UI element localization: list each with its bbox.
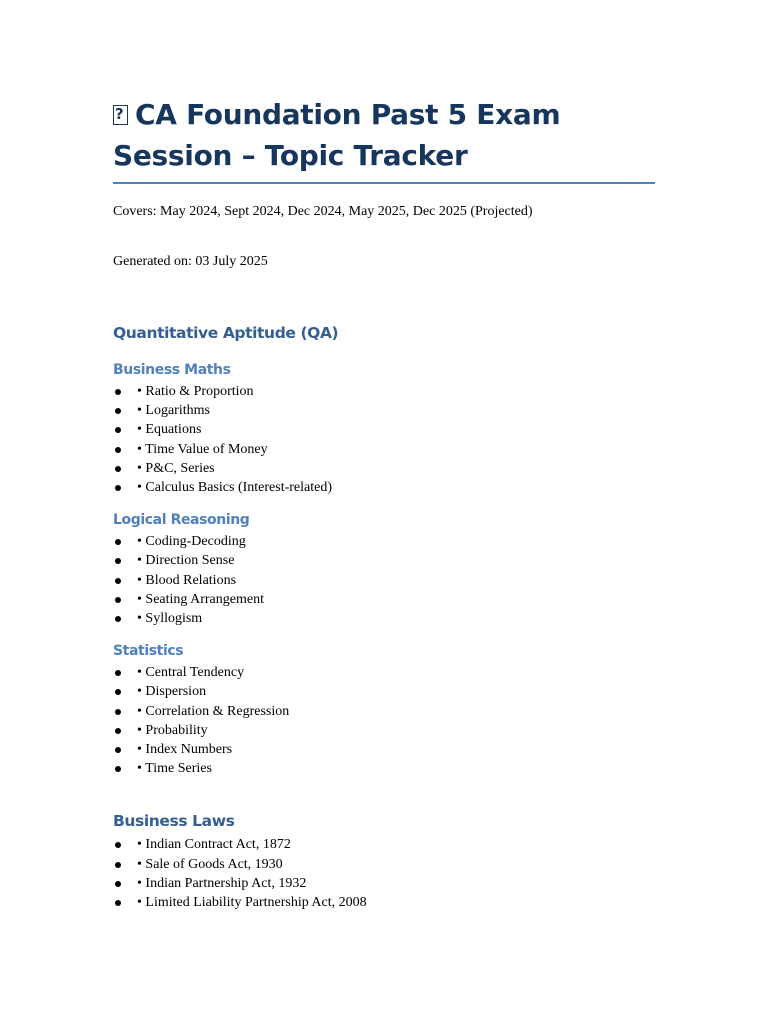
list-item: • Blood Relations (113, 571, 656, 590)
bullet-icon (115, 728, 121, 734)
list-item: • P&C, Series (113, 459, 656, 478)
bullet-icon (115, 539, 121, 545)
list-item: • Coding-Decoding (113, 532, 656, 551)
subsection-heading-business-maths: Business Maths (113, 362, 231, 378)
covers-line: Covers: May 2024, Sept 2024, Dec 2024, May 2025, Dec 2025 (Projected) (113, 204, 533, 219)
bullet-icon (115, 670, 121, 676)
list-item: • Time Series (113, 759, 656, 778)
bullet-icon (115, 578, 121, 584)
topic-list-logical-reasoning (113, 532, 656, 628)
list-item: • Limited Liability Partnership Act, 2008 (113, 893, 656, 912)
bullet-icon (115, 616, 121, 622)
list-item: • Sale of Goods Act, 1930 (113, 855, 656, 874)
subsection-heading-logical-reasoning: Logical Reasoning (113, 512, 250, 529)
bullet-icon (115, 766, 121, 772)
document-title-text: CA Foundation Past 5 Exam Session – Topic Tracker (113, 98, 561, 172)
topic-list-statistics (113, 663, 656, 778)
list-item: • Central Tendency (113, 663, 656, 682)
list-item: • Calculus Basics (Interest-related) (113, 478, 656, 497)
list-item: • Indian Partnership Act, 1932 (113, 874, 656, 893)
missing-glyph-icon (113, 105, 128, 125)
bullet-icon (115, 689, 121, 695)
list-item: • Ratio & Proportion (113, 382, 656, 401)
bullet-icon (115, 466, 121, 472)
bullet-icon (115, 408, 121, 414)
bullet-icon (115, 558, 121, 564)
list-item: • Direction Sense (113, 551, 656, 570)
topic-list-business-laws (113, 835, 656, 912)
subsection-heading-statistics: Statistics (113, 643, 184, 660)
bullet-icon (115, 900, 121, 906)
generated-date: Generated on: 03 July 2025 (113, 254, 268, 269)
list-item: • Correlation & Regression (113, 702, 656, 721)
bullet-icon (115, 842, 121, 848)
bullet-icon (115, 881, 121, 887)
bullet-icon (115, 485, 121, 491)
bullet-icon (115, 389, 121, 395)
bullet-icon (115, 709, 121, 715)
bullet-icon (115, 597, 121, 603)
list-item: • Time Value of Money (113, 440, 656, 459)
topic-list-business-maths (113, 382, 656, 497)
bullet-icon (115, 447, 121, 453)
list-item: • Dispersion (113, 682, 656, 701)
bullet-icon (115, 427, 121, 433)
list-item: • Seating Arrangement (113, 590, 656, 609)
section-heading-qa: Quantitative Aptitude (QA) (113, 324, 339, 342)
bullet-icon (115, 862, 121, 868)
list-item: • Logarithms (113, 401, 656, 420)
list-item: • Equations (113, 420, 656, 439)
list-item: • Indian Contract Act, 1872 (113, 835, 656, 854)
bullet-icon (115, 747, 121, 753)
list-item: • Index Numbers (113, 740, 656, 759)
list-item: • Syllogism (113, 609, 656, 628)
section-heading-business-laws: Business Laws (113, 812, 235, 831)
list-item: • Probability (113, 721, 656, 740)
document-title (113, 94, 655, 184)
